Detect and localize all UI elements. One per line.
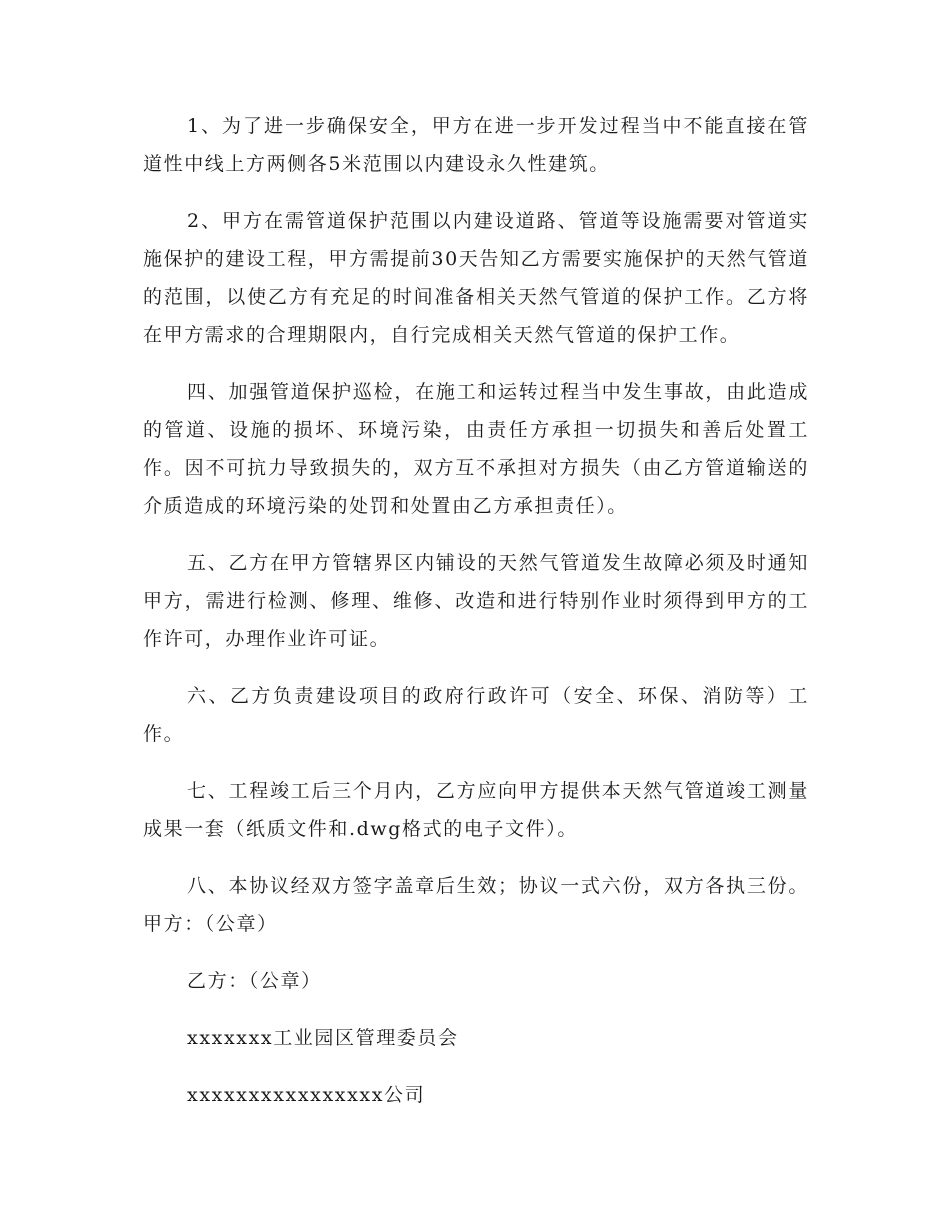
organization-b-name: xxxxxxxxxxxxxxxx公司 (187, 1084, 426, 1106)
document-body (143, 107, 809, 1133)
clause-6: 六、乙方负责建设项目的政府行政许可（安全、环保、消防等）工作。 (143, 685, 809, 745)
clause-4: 四、加强管道保护巡检，在施工和运转过程当中发生事故，由此造成的管道、设施的损坏、环境污染，由责任方承担一切损失和善后处置工作。因不可抗力导致损失的，双方互不承担对方损失（由乙方管道输送的介质造成的环境污染的处罚和处置由乙方承担责任）。 (143, 381, 809, 517)
clause-7: 七、工程竣工后三个月内，乙方应向甲方提供本天然气管道竣工测量成果一套（纸质文件和.dwg格式的电子文件）。 (143, 780, 809, 840)
party-b-seal-line: 乙方：（公章） (187, 970, 322, 992)
clause-5: 五、乙方在甲方管辖界区内铺设的天然气管道发生故障必须及时通知甲方，需进行检测、修理、维修、改造和进行特别作业时须得到甲方的工作许可，办理作业许可证。 (143, 552, 809, 650)
clause-8: 八、本协议经双方签字盖章后生效；协议一式六份，双方各执三份。甲方：（公章） (143, 875, 809, 935)
clause-1: 1、为了进一步确保安全，甲方在进一步开发过程当中不能直接在管道性中线上方两侧各5米范围以内建设永久性建筑。 (143, 115, 809, 175)
clause-2: 2、甲方在需管道保护范围以内建设道路、管道等设施需要对管道实施保护的建设工程，甲方需提前30天告知乙方需要实施保护的天然气管道的范围，以使乙方有充足的时间准备相关天然气管道的保护工作。乙方将在甲方需求的合理期限内，自行完成相关天然气管道的保护工作。 (143, 210, 809, 346)
organization-a-name: xxxxxxx工业园区管理委员会 (187, 1027, 459, 1049)
